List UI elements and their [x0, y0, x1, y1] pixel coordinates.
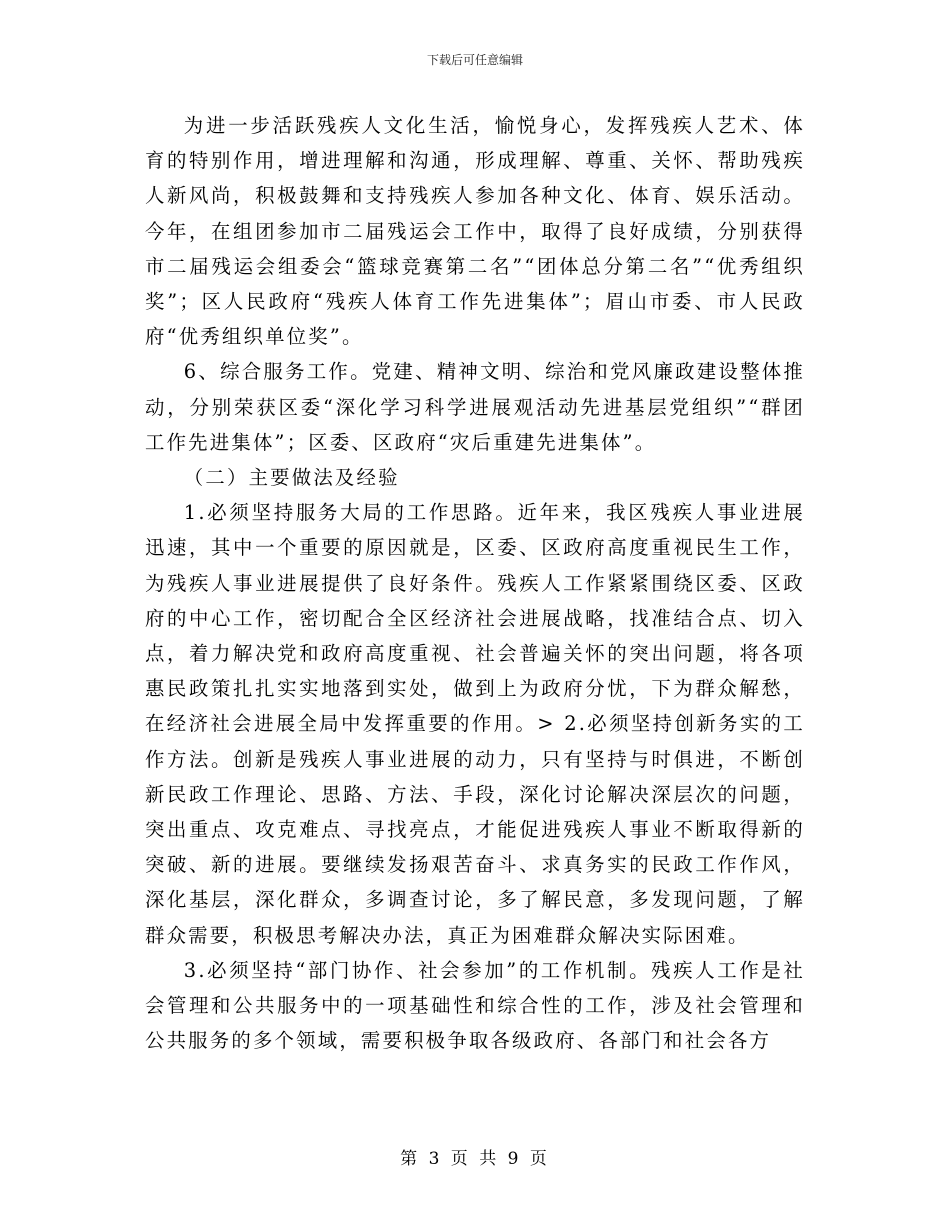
paragraph-overall-situation: 1.必须坚持服务大局的工作思路。近年来，我区残疾人事业进展迅速，其中一个重要的原因就是，区委、区政府高度重视民生工作，为残疾人事业进展提供了良好条件。残疾人工作紧紧围绕区委、区政府的中心工作，密切配合全区经济社会进展战略，找准结合点、切入点，着力解决党和政府高度重视、社会普遍关怀的突出问题，将各项惠民政策扎扎实实地落到实处，做到上为政府分忧，下为群众解愁，在经济社会进展全局中发挥重要的作用。> 2.必须坚持创新务实的工作方法。创新是残疾人事业进展的动力，只有坚持与时俱进，不断创新民政工作理论、思路、方法、手段，深化讨论解决深层次的问题，突出重点、攻克难点、寻找亮点，才能促进残疾人事业不断取得新的突破、新的进展。要继续发扬艰苦奋斗、求真务实的民政工作作风，深化基层，深化群众，多调查讨论，多了解民意，多发现问题，了解群众需要，积极思考解决办法，真正为困难群众解决实际困难。 [145, 501, 805, 947]
page-footer: 第 3 页 共 9 页 [400, 1149, 550, 1169]
page-header: 下载后可任意编辑 [426, 53, 523, 67]
document-body [145, 108, 805, 1058]
paragraph-comprehensive-service: 6、综合服务工作。党建、精神文明、综治和党风廉政建设整体推动，分别荣获区委“深化学习科学进展观活动先进基层党组织”“群团工作先进集体”；区委、区政府“灾后重建先进集体”。 [145, 360, 805, 454]
section-heading-practices: （二）主要做法及经验 [183, 466, 400, 490]
paragraph-culture-sports: 为进一步活跃残疾人文化生活，愉悦身心，发挥残疾人艺术、体育的特别作用，增进理解和沟通，形成理解、尊重、关怀、帮助残疾人新风尚，积极鼓舞和支持残疾人参加各种文化、体育、娱乐活动。今年，在组团参加市二届残运会工作中，取得了良好成绩，分别获得市二届残运会组委会“篮球竞赛第二名”“团体总分第二名”“优秀组织奖”；区人民政府“残疾人体育工作先进集体”；眉山市委、市人民政府“优秀组织单位奖”。 [145, 114, 805, 349]
paragraph-department-cooperation: 3.必须坚持“部门协作、社会参加”的工作机制。残疾人工作是社会管理和公共服务中的一项基础性和综合性的工作，涉及社会管理和公共服务的多个领域，需要积极争取各级政府、各部门和社会各方 [145, 958, 805, 1053]
